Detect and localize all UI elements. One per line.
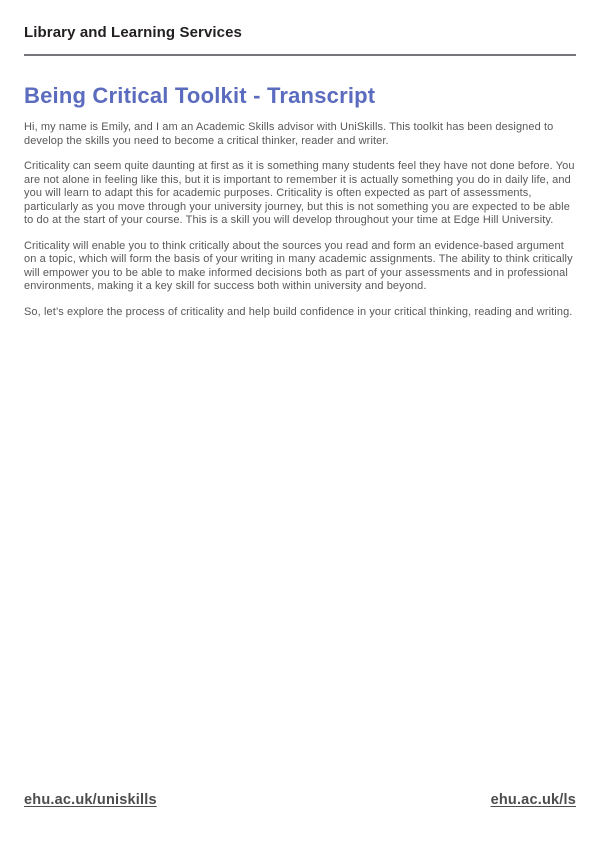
paragraph-intro: Hi, my name is Emily, and I am an Academic Skills advisor with UniSkills. This toolkit has been designed to develop the skills you need to become a critical thinker, reader and writer. [24,121,554,147]
page-header [0,0,600,56]
document-body [24,121,576,319]
uniskills-link[interactable]: ehu.ac.uk/uniskills [24,792,157,808]
paragraph-criticality-enable: Criticality will enable you to think critically about the sources you read and form an evidence-based argument on a topic, which will form the basis of your writing in many academic assignments. The ability to think critically will empower you to be able to make informed decisions both as part of your assessments and in professional environments, making it a key skill for success both within university and beyond. [24,239,573,292]
paragraph-criticality-daunting: Criticality can seem quite daunting at first as it is something many students feel they have not done before. You are not alone in feeling like this, but it is important to remember it is actually something you do in daily life, and you will learn to adapt this for academic purposes. Criticality is often expected as part of assessments, particularly as you move through your university journey, but this is not something you are expected to be able to do at the start of your course. This is a skill you will develop throughout your time at Edge Hill University. [24,160,575,226]
library-services-link[interactable]: ehu.ac.uk/ls [490,792,576,808]
header-divider [24,54,576,56]
page-footer [24,792,576,808]
paragraph-closing: So, let’s explore the process of criticality and help build confidence in your critical thinking, reading and writing. [24,305,573,318]
header-title: Library and Learning Services [24,24,242,41]
document-title: Being Critical Toolkit - Transcript [24,83,376,108]
